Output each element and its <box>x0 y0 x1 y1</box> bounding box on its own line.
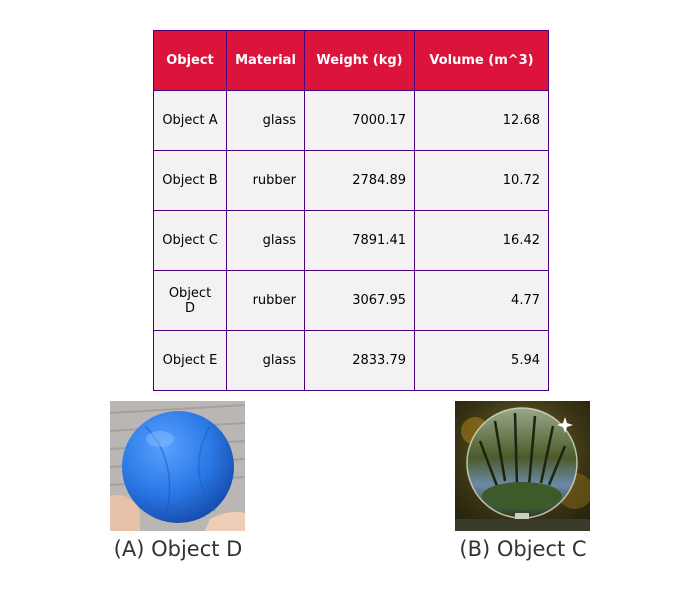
cell-material: rubber <box>227 271 305 331</box>
cell-volume: 10.72 <box>415 151 549 211</box>
cell-object: Object B <box>154 151 227 211</box>
header-weight: Weight (kg) <box>305 31 415 91</box>
caption-object-c: (B) Object C <box>459 537 587 561</box>
table-row <box>154 151 549 211</box>
cell-object: Object C <box>154 211 227 271</box>
cell-object: Object E <box>154 331 227 391</box>
header-object: Object <box>154 31 227 91</box>
cell-material: glass <box>227 91 305 151</box>
objects-table <box>153 30 549 391</box>
cell-material: glass <box>227 211 305 271</box>
cell-volume: 4.77 <box>415 271 549 331</box>
cell-weight: 3067.95 <box>305 271 415 331</box>
table-row <box>154 271 549 331</box>
cell-weight: 2833.79 <box>305 331 415 391</box>
table-row <box>154 211 549 271</box>
cell-volume: 16.42 <box>415 211 549 271</box>
cell-material: glass <box>227 331 305 391</box>
cell-material: rubber <box>227 151 305 211</box>
caption-object-d: (A) Object D <box>113 537 243 561</box>
cell-object: Object A <box>154 91 227 151</box>
header-volume: Volume (m^3) <box>415 31 549 91</box>
table-header-row <box>154 31 549 91</box>
header-material: Material <box>227 31 305 91</box>
cell-object: Object D <box>154 271 227 331</box>
cell-weight: 7000.17 <box>305 91 415 151</box>
cell-volume: 5.94 <box>415 331 549 391</box>
cell-weight: 2784.89 <box>305 151 415 211</box>
table-row <box>154 331 549 391</box>
cell-weight: 7891.41 <box>305 211 415 271</box>
blue-ball-photo <box>110 401 245 531</box>
cell-volume: 12.68 <box>415 91 549 151</box>
crystal-ball-photo <box>455 401 590 531</box>
table-row <box>154 91 549 151</box>
